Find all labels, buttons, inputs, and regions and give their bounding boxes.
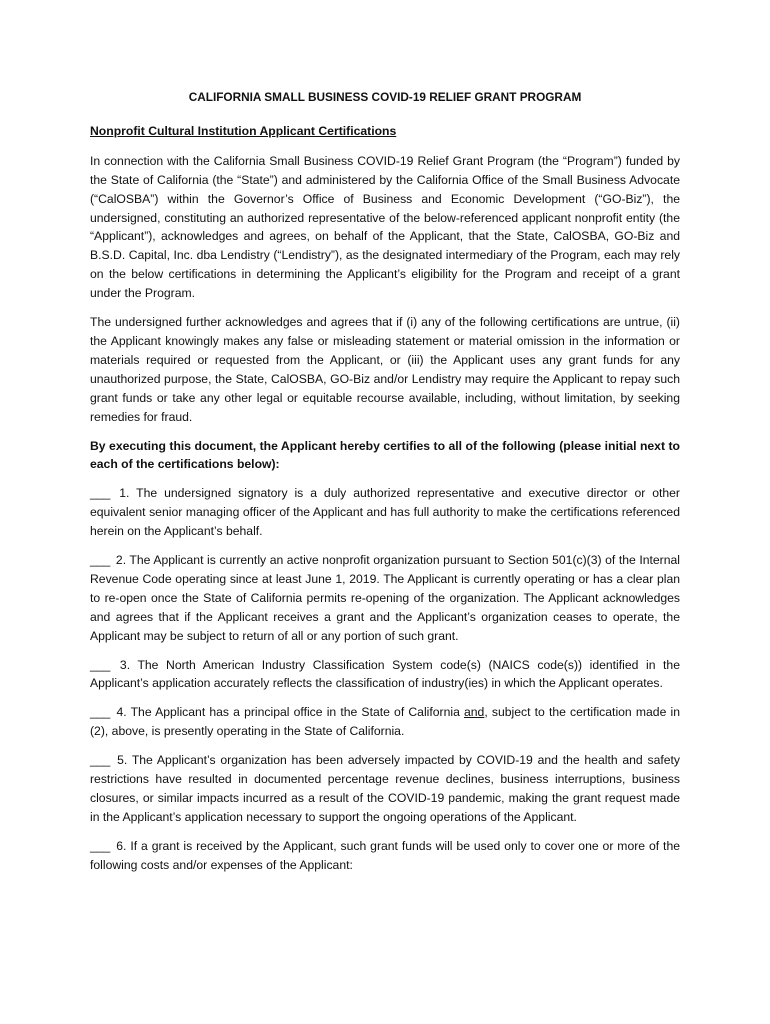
certification-text-after: , subject to the certification made in (2), above, is presently operating in the State of California. bbox=[90, 705, 680, 739]
document-title: CALIFORNIA SMALL BUSINESS COVID-19 RELIEF GRANT PROGRAM bbox=[188, 90, 582, 104]
certification-text-before: 4. The Applicant has a principal office in the State of California bbox=[116, 705, 464, 720]
certification-item-5 bbox=[90, 751, 680, 827]
certification-text: 2. The Applicant is currently an active nonprofit organization pursuant to Section 501(c)(3) of the Internal Revenue Code operating since at least June 1, 2019. The Applicant is currently operating or has a clear plan to re-open once the State of California permits re-opening of the organization. The Applicant acknowledges and agrees that if the Applicant receives a grant and the Applicant’s organization ceases to operate, the Applicant may be subject to return of all or any portion of such grant. bbox=[90, 553, 681, 643]
document-page bbox=[90, 88, 680, 885]
initial-blank[interactable]: ___ bbox=[90, 753, 111, 768]
initial-blank[interactable]: ___ bbox=[90, 705, 111, 720]
certification-item-3 bbox=[90, 656, 680, 694]
initial-blank[interactable]: ___ bbox=[90, 486, 111, 501]
certification-text: 6. If a grant is received by the Applicant, such grant funds will be used only to cover one or more of the following costs and/or expenses of the Applicant: bbox=[90, 838, 680, 872]
certification-text: 1. The undersigned signatory is a duly authorized representative and executive director or other equivalent senior managing officer of the Applicant and has full authority to make the certifications referenced herein on the Applicant’s behalf. bbox=[90, 486, 680, 539]
initial-blank[interactable]: ___ bbox=[90, 657, 111, 672]
initial-blank[interactable]: ___ bbox=[90, 553, 111, 568]
intro-paragraph: In connection with the California Small Business COVID-19 Relief Grant Program (the “Program”) funded by the State of California (the “State”) and administered by the California Office of the Small Business Advocate (“CalOSBA”) within the Governor’s Office of Business and Economic Development (“GO-Biz”), the undersigned, constituting an authorized representative of the below-referenced applicant nonprofit entity (the “Applicant”), acknowledges and agrees, on behalf of the Applicant, that the State, CalOSBA, GO-Biz and B.S.D. Capital, Inc. dba Lendistry (“Lendistry”), as the designated intermediary of the Program, each may rely on the below certifications in determining the Applicant’s eligibility for the Program and receipt of a grant under the Program. bbox=[90, 153, 680, 301]
certification-instruction: By executing this document, the Applicant hereby certifies to all of the following (please initial next to each of the certifications below): bbox=[90, 438, 680, 472]
certification-text: 3. The North American Industry Classification System code(s) (NAICS code(s)) identified in the Applicant’s application accurately reflects the classification of industry(ies) in which the Applicant operates. bbox=[90, 657, 680, 691]
underlined-and: and bbox=[464, 705, 485, 720]
certification-text: 5. The Applicant’s organization has been adversely impacted by COVID-19 and the health and safety restrictions have resulted in documented percentage revenue declines, business interruptions, business closures, or similar impacts incurred as a result of the COVID-19 pandemic, making the grant request made in the Applicant’s application necessary to support the ongoing operations of the Applicant. bbox=[90, 753, 680, 824]
certification-item-2 bbox=[90, 551, 680, 646]
certification-item-6 bbox=[90, 837, 680, 875]
certification-item-1 bbox=[90, 484, 680, 541]
initial-blank[interactable]: ___ bbox=[90, 838, 111, 853]
certification-item-4 bbox=[90, 703, 680, 741]
section-subtitle: Nonprofit Cultural Institution Applicant Certifications bbox=[90, 123, 397, 138]
acknowledgement-paragraph: The undersigned further acknowledges and agrees that if (i) any of the following certifications are untrue, (ii) the Applicant knowingly makes any false or misleading statement or material omission in the information or materials required or requested from the Applicant, or (iii) the Applicant uses any grant funds for any unauthorized purpose, the State, CalOSBA, GO-Biz and/or Lendistry may require the Applicant to repay such grant funds or take any other legal or equitable recourse available, including, without limitation, by seeking remedies for fraud. bbox=[90, 315, 680, 424]
